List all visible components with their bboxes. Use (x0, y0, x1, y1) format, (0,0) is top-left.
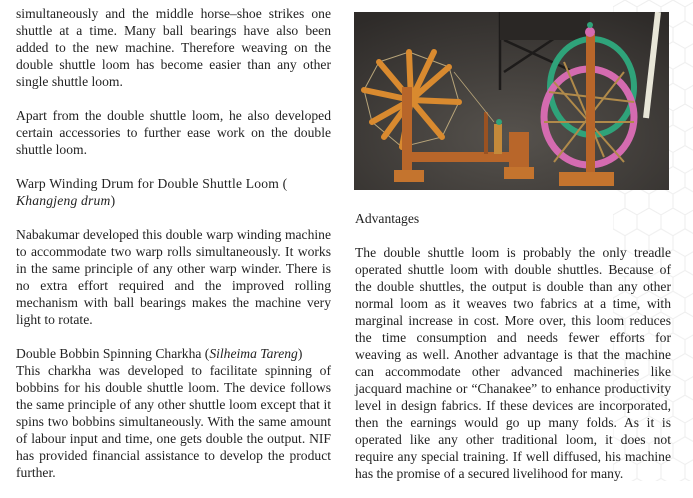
product-photo (354, 12, 669, 190)
heading-text: Warp Winding Drum for Double Shuttle Loom ( (16, 176, 288, 191)
paragraph-spinning-charkha: This charkha was developed to facilitate spinning of bobbins for his double shuttle loom. The device follows the same principle of any other shuttle loom except that it spins two bobbins simultaneously. With the same amount of labour input and time, one gets double the output. NIF has provided financial assistance to develop the product further. (16, 363, 331, 480)
heading-advantages: Advantages (355, 211, 420, 226)
heading-close: ) (297, 346, 303, 361)
heading-close: ) (110, 193, 116, 208)
left-column (16, 5, 331, 498)
right-column (355, 210, 671, 482)
heading-warp-winding-drum (16, 175, 331, 209)
paragraph-advantages: The double shuttle loom is probably the only treadle operated shuttle loom with double shuttles. Because of the double shuttles, the output is double than any other normal loom as it weaves two fabrics at a time, with marginal increase in cost. More over, this loom reduces the time consumption and needs fewer efforts for weaving as well. Another advantage is that the machine can accommodate other advanced machineries like jacquard machine or “Chanakee” to enhance productivity level in design fabrics. If these devices are incorporated, then the earnings would go up many folds. As it is operated like any other traditional loom, it does not require any special training. If well diffused, his machine has the promise of a secured livelihood for many. (355, 245, 671, 481)
heading-text: Double Bobbin Spinning Charkha ( (16, 346, 210, 361)
paragraph-loom-continuation: simultaneously and the middle horse–shoe strikes one shuttle at a time. Many ball bearings have also been added to the new machine. Therefore weaving on the double shuttle loom has become easier than any other single shuttle loom. (16, 6, 331, 89)
paragraph-accessories: Apart from the double shuttle loom, he also developed certain accessories to further ease work on the double shuttle loom. (16, 108, 331, 157)
paragraph-warp-winding: Nabakumar developed this double warp winding machine to accommodate two warp rolls simultaneously. It works in the same principle of any other warp winder. There is no extra effort required and the improved rolling mechanism with ball bearings makes the machine very light to rotate. (16, 227, 331, 327)
heading-spinning-charkha (16, 345, 331, 362)
heading-local-name: Khangjeng drum (16, 193, 111, 208)
heading-local-name: Silheima Tareng (209, 346, 298, 361)
